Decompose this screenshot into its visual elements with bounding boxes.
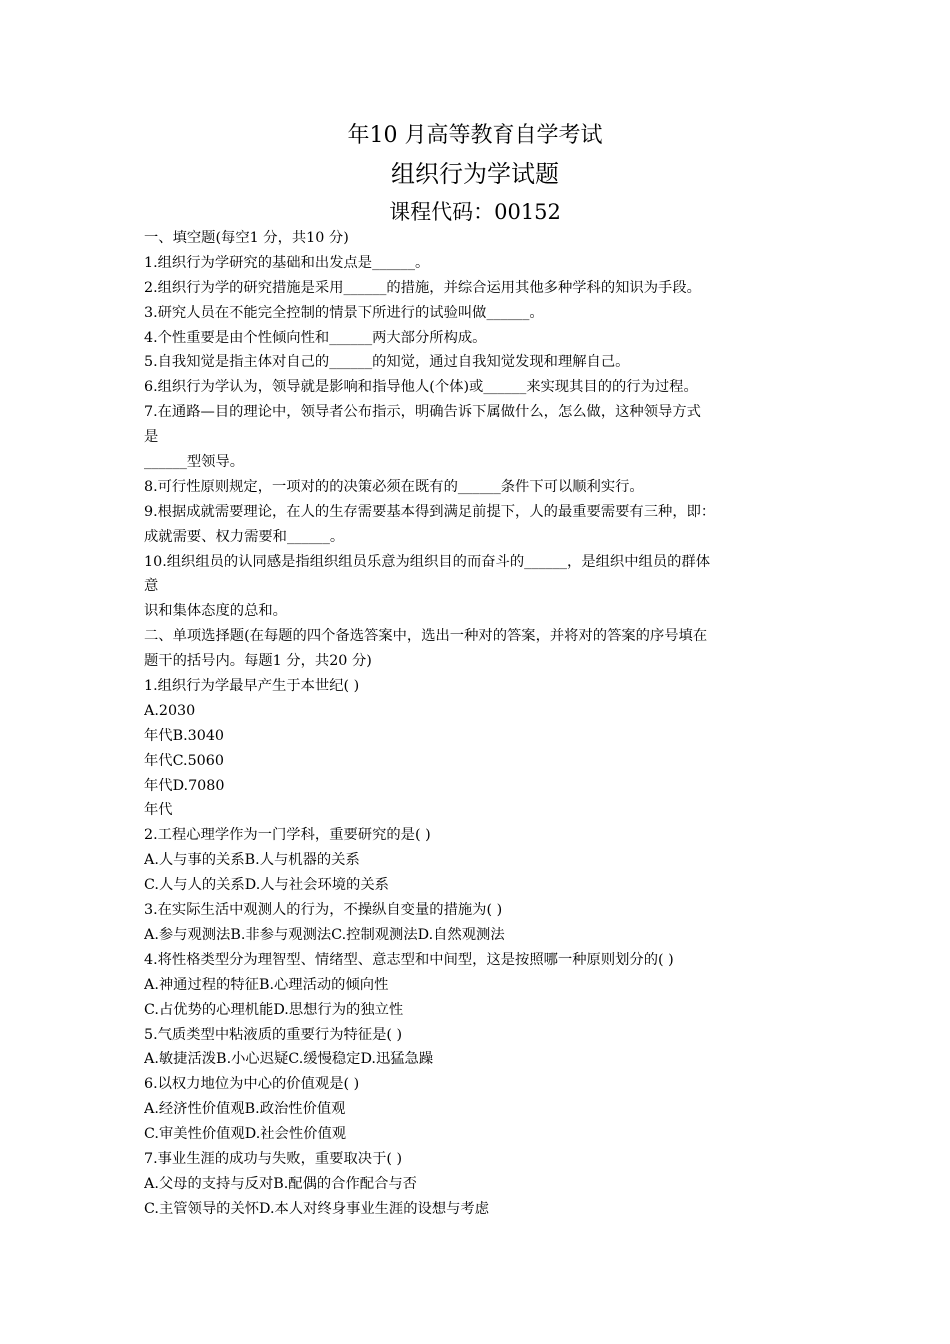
text-line: 10.组织组员的认同感是指组织组员乐意为组织目的而奋斗的______，是组织中组员的群体 xyxy=(144,553,711,570)
text-line: 1.组织行为学研究的基础和出发点是______。 xyxy=(144,254,430,271)
document-body xyxy=(144,226,814,1222)
text-line: 2.组织行为学的研究措施是采用______的措施，并综合运用其他多种学科的知识为手段。 xyxy=(144,279,701,296)
text-line: A.神通过程的特征B.心理活动的倾向性 xyxy=(144,976,389,993)
course-code: 课程代码：00152 xyxy=(389,200,561,224)
text-line: A.人与事的关系B.人与机器的关系 xyxy=(144,852,360,869)
text-line: 5.气质类型中粘液质的重要行为特征是( ) xyxy=(144,1026,403,1043)
text-line: A.敏捷活泼B.小心迟疑C.缓慢稳定D.迅猛急躁 xyxy=(144,1051,434,1068)
text-line: A.参与观测法B.非参与观测法C.控制观测法D.自然观测法 xyxy=(144,926,505,943)
exam-title: 年10 月高等教育自学考试 xyxy=(347,123,603,148)
text-line: 1.组织行为学最早产生于本世纪( ) xyxy=(144,678,360,695)
text-line: A.经济性价值观B.政治性价值观 xyxy=(144,1101,346,1118)
text-line: 年代C.5060 xyxy=(144,752,224,769)
text-line: A.2030 xyxy=(144,702,196,719)
text-line: 6.以权力地位为中心的价值观是( ) xyxy=(144,1076,360,1093)
subject-title: 组织行为学试题 xyxy=(391,160,559,188)
text-line: ______型领导。 xyxy=(144,454,245,471)
text-line: 2.工程心理学作为一门学科，重要研究的是( ) xyxy=(144,827,431,844)
text-line: 7.事业生涯的成功与失败，重要取决于( ) xyxy=(144,1150,403,1167)
text-line: 8.可行性原则规定，一项对的的决策必须在既有的______条件下可以顺利实行。 xyxy=(144,478,644,495)
section-heading-fill-blank: 一、填空题(每空1 分，共10 分) xyxy=(144,230,349,246)
text-line: C.主管领导的关怀D.本人对终身事业生涯的设想与考虑 xyxy=(144,1200,490,1217)
text-line: 题干的括号内。每题1 分，共20 分) xyxy=(144,653,372,670)
text-line: A.父母的支持与反对B.配偶的合作配合与否 xyxy=(144,1175,417,1192)
text-line: 意 xyxy=(144,578,159,595)
text-line: 3.研究人员在不能完全控制的情景下所进行的试验叫做______。 xyxy=(144,304,544,321)
text-line: 4.将性格类型分为理智型、情绪型、意志型和中间型，这是按照哪一种原则划分的( ) xyxy=(144,951,674,968)
text-line: 是 xyxy=(144,429,159,446)
text-line: C.人与人的关系D.人与社会环境的关系 xyxy=(144,877,389,894)
text-line: 3.在实际生活中观测人的行为，不操纵自变量的措施为( ) xyxy=(144,902,503,919)
text-line: 年代B.3040 xyxy=(144,727,225,744)
text-line: 9.根据成就需要理论，在人的生存需要基本得到满足前提下，人的最重要需要有三种，即： xyxy=(144,503,716,520)
text-line: 成就需要、权力需要和______。 xyxy=(144,528,345,545)
text-line: 年代 xyxy=(144,802,173,819)
text-line: C.占优势的心理机能D.思想行为的独立性 xyxy=(144,1001,404,1018)
text-line: 6.组织行为学认为，领导就是影响和指导他人(个体)或______来实现其目的的行为过程。 xyxy=(144,379,698,396)
text-line: C.审美性价值观D.社会性价值观 xyxy=(144,1126,347,1143)
text-line: 识和集体态度的总和。 xyxy=(144,603,287,620)
text-line: 7.在通路—目的理论中，领导者公布指示，明确告诉下属做什么，怎么做，这种领导方式 xyxy=(144,404,701,421)
section-heading-single-choice: 二、单项选择题(在每题的四个备选答案中，选出一种对的答案，并将对的答案的序号填在 xyxy=(144,628,708,645)
text-line: 5.自我知觉是指主体对自己的______的知觉，通过自我知觉发现和理解自己。 xyxy=(144,354,630,371)
text-line: 年代D.7080 xyxy=(144,777,225,794)
text-line: 4.个性重要是由个性倾向性和______两大部分所构成。 xyxy=(144,329,487,346)
